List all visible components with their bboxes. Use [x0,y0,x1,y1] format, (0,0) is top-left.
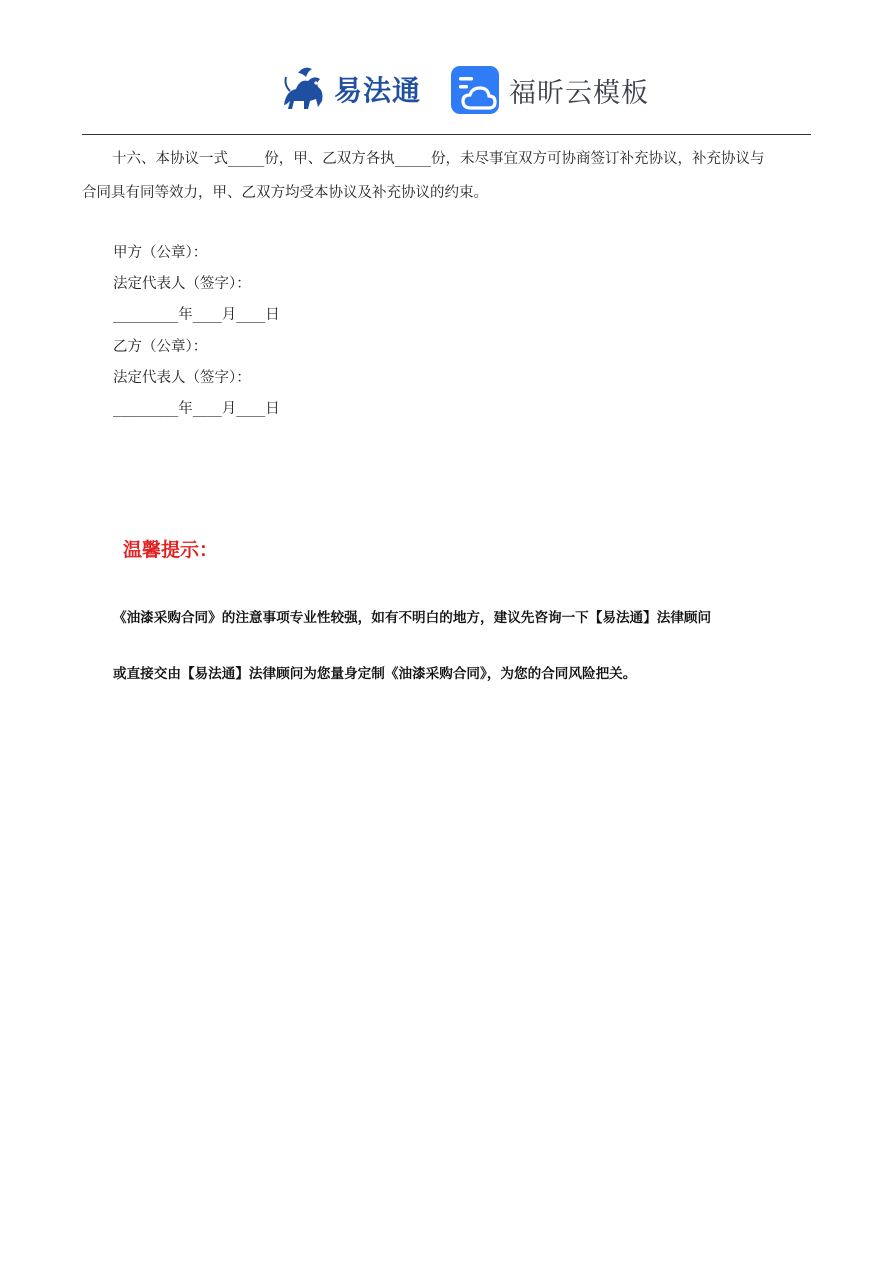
clause-16-line2: 合同具有同等效力，甲、乙双方均受本协议及补充协议的约束。 [82,185,488,201]
header-divider [82,134,811,135]
tip-title: 温馨提示： [123,539,219,561]
fuxin-brand-text: 福昕云模板 [509,77,649,109]
tip-body [113,590,813,702]
signature-block [113,238,280,425]
page-header [0,55,893,125]
party-b-seal-label: 乙方（公章）： [113,338,208,355]
cloud-document-icon [449,64,501,116]
qilin-logo-icon [276,61,332,117]
party-b-date-line: _________年____月____日 [113,401,280,418]
fuxin-logo [449,64,649,116]
yifatong-brand-text: 易法通 [334,74,422,107]
tip-line-1: 《油漆采购合同》的注意事项专业性较强，如有不明白的地方，建议先咨询一下【易法通】法律顾问 [113,610,712,626]
party-a-rep-label: 法定代表人（签字）： [113,276,251,293]
party-b-rep-label: 法定代表人（签字）： [113,369,251,386]
party-a-seal-label: 甲方（公章）： [113,245,208,261]
tip-line-2: 或直接交由【易法通】法律顾问为您量身定制《油漆采购合同》，为您的合同风险把关。 [113,666,637,682]
party-a-date-line: _________年____月____日 [113,307,280,324]
clause-16 [82,142,811,210]
yifatong-logo [276,61,421,117]
clause-16-line1: 十六、本协议一式_____份，甲、乙双方各执_____份，未尽事宜双方可协商签订补充协议，补充协议与 [112,151,765,167]
